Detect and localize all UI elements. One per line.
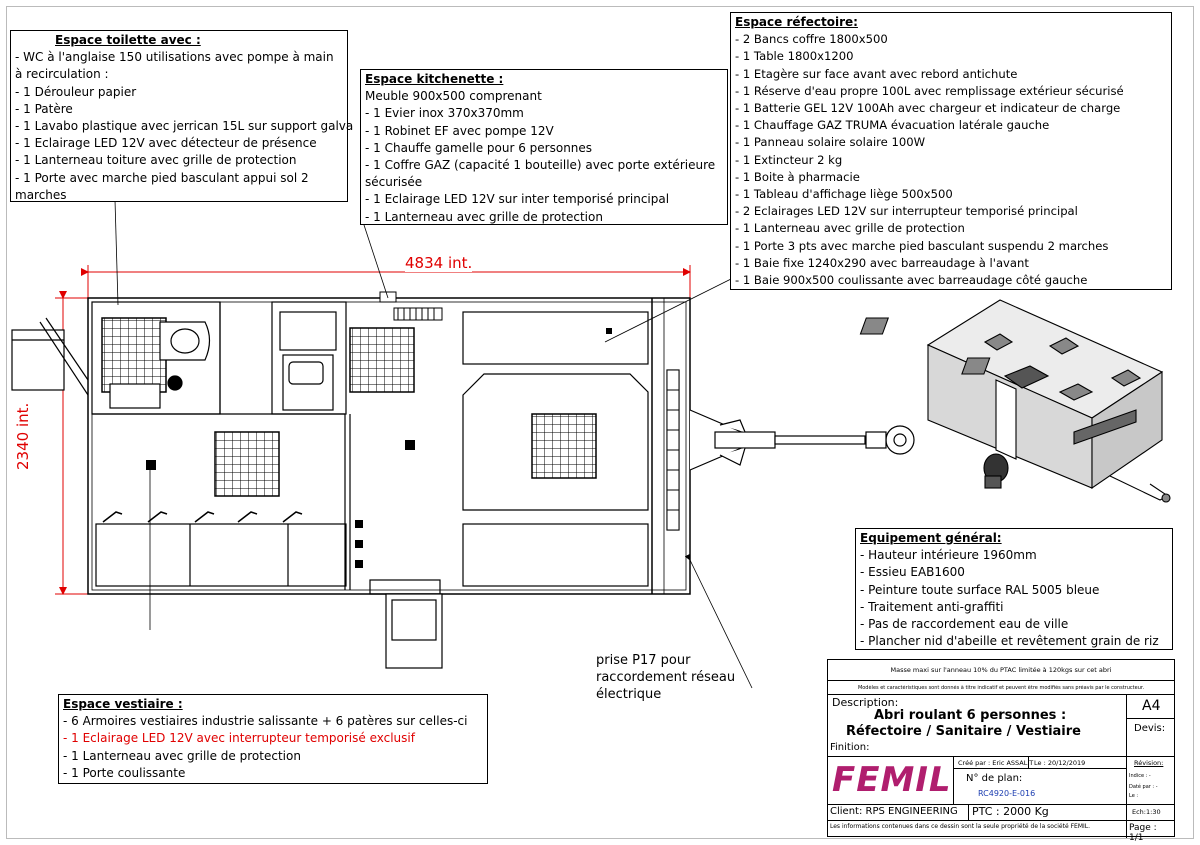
- toilet-line: - WC à l'anglaise 150 utilisations avec pompe à main à recirculation :: [15, 50, 334, 82]
- refectory-description-box: [730, 12, 1172, 290]
- equipment-line: - Essieu EAB1600: [860, 565, 965, 580]
- vestiaire-description-box: [58, 694, 488, 784]
- refectory-line: - 1 Lanterneau avec grille de protection: [735, 221, 965, 236]
- coat-hooks: [103, 512, 302, 522]
- refectory-line: - 1 Porte 3 pts avec marche pied basculant suspendu 2 marches: [735, 238, 1109, 253]
- skylight-toilet: [102, 318, 166, 392]
- client-label: Client: RPS ENGINEERING: [830, 806, 958, 817]
- plug-note-line: raccordement réseau: [596, 670, 736, 685]
- kitchen-line: - 1 Eclairage LED 12V sur inter temporisé principal: [365, 192, 670, 207]
- created-by: Créé par : Eric ASSALIT: [958, 759, 1034, 767]
- plug-note-line: électrique: [596, 687, 662, 702]
- refectory-line: - 2 Bancs coffre 1800x500: [735, 32, 888, 47]
- description-label: Description:: [832, 696, 899, 709]
- drawing-title-line1: Abri roulant 6 personnes :: [874, 708, 1067, 723]
- format-label: A4: [1142, 698, 1161, 714]
- window-kitchen: [350, 328, 414, 392]
- vestiaire-line: - 1 Lanterneau avec grille de protection: [63, 748, 301, 763]
- isometric-trailer-view: [860, 300, 1170, 502]
- vestiaire-line: - 1 Porte coulissante: [63, 765, 186, 780]
- skylight-refectory: [532, 414, 596, 478]
- toilet-line: - 1 Porte avec marche pied basculant appui sol 2 marches: [15, 170, 309, 202]
- kitchen-line: Meuble 900x500 comprenant: [365, 89, 542, 104]
- refectory-title: Espace réfectoire:: [735, 15, 858, 29]
- equipment-line: - Traitement anti-graffiti: [860, 599, 1004, 614]
- plan-label: N° de plan:: [966, 773, 1023, 784]
- left-door-step: [12, 318, 88, 395]
- drawbar: [690, 410, 914, 470]
- toilet-line: - 1 Lanterneau toiture avec grille de protection: [15, 153, 297, 168]
- refectory-line: - 2 Eclairages LED 12V sur interrupteur temporisé principal: [735, 204, 1078, 219]
- equipment-line: - Pas de raccordement eau de ville: [860, 617, 1069, 632]
- dimension-width-label: 2340 int.: [14, 402, 32, 470]
- equipment-title: Equipement général:: [860, 531, 1002, 545]
- kitchen-line: - 1 Robinet EF avec pompe 12V: [365, 123, 554, 138]
- kitchen-description-box: [360, 69, 728, 225]
- bottom-gas-box: [386, 594, 442, 668]
- front-strip: [667, 370, 679, 530]
- toilet-line: - 1 Eclairage LED 12V avec détecteur de présence: [15, 136, 317, 151]
- kitchen-line: - 1 Evier inox 370x370mm: [365, 106, 524, 121]
- mass-note: Masse maxi sur l'anneau 10% du PTAC limitée à 120kgs sur cet abri: [890, 666, 1112, 674]
- revision-dated-by: Daté par : -: [1129, 784, 1158, 790]
- vestiaire-title: Espace vestiaire :: [63, 697, 183, 711]
- devis-label: Devis:: [1134, 723, 1166, 734]
- vestiaire-line-highlight: - 1 Eclairage LED 12V avec interrupteur temporisé exclusif: [63, 731, 415, 746]
- kitchen-vent: [380, 292, 442, 320]
- title-block: [827, 659, 1175, 843]
- refectory-line: - 1 Panneau solaire solaire 100W: [735, 135, 926, 150]
- refectory-line: - 1 Extincteur 2 kg: [735, 152, 843, 167]
- femil-logo: FEMIL: [832, 760, 952, 800]
- kitchen-line: - 1 Chauffe gamelle pour 6 personnes: [365, 140, 593, 155]
- plan-number: RC4920-E-016: [978, 789, 1036, 798]
- revision-label: Révision:: [1134, 759, 1164, 767]
- refectory-line: - 1 Baie 900x500 coulissante avec barreaudage côté gauche: [735, 273, 1088, 288]
- toilet-line: - 1 Patère: [15, 101, 73, 116]
- refectory-line: - 1 Tableau d'affichage liège 500x500: [735, 187, 953, 202]
- refectory-line: - 1 Chauffage GAZ TRUMA évacuation latérale gauche: [735, 118, 1050, 133]
- plug-note: [596, 652, 735, 703]
- finition-label: Finition:: [830, 742, 870, 753]
- page-number: Page : 1/1: [1129, 823, 1157, 843]
- revision-le: Le :: [1129, 793, 1139, 799]
- footer-note: Les informations contenues dans ce dessin sont la seule propriété de la société FEMIL.: [830, 823, 1091, 830]
- refectory-line: - 1 Etagère sur face avant avec rebord antichute: [735, 66, 1018, 81]
- revision-indice: Indice : -: [1129, 773, 1151, 779]
- created-date: Le : 20/12/2019: [1034, 759, 1086, 767]
- refectory-line: - 1 Table 1800x1200: [735, 49, 854, 64]
- drawing-title-line2: Réfectoire / Sanitaire / Vestiaire: [846, 724, 1081, 739]
- equipment-line: - Plancher nid d'abeille et revêtement grain de riz: [860, 634, 1159, 649]
- toilet-line: - 1 Dérouleur papier: [15, 84, 137, 99]
- kitchen-line: - 1 Coffre GAZ (capacité 1 bouteille) avec porte extérieure sécurisée: [365, 158, 716, 190]
- scale-label: Ech:1:30: [1132, 808, 1161, 816]
- equipment-description-box: [855, 528, 1173, 650]
- equipment-line: - Peinture toute surface RAL 5005 bleue: [860, 582, 1100, 597]
- skylight-vestiaire: [215, 432, 279, 496]
- vestiaire-line: - 6 Armoires vestiaires industrie salissante + 6 patères sur celles-ci: [63, 714, 468, 729]
- refectory-line: - 1 Réserve d'eau propre 100L avec remplissage extérieur sécurisé: [735, 83, 1124, 98]
- toilet-line: - 1 Lavabo plastique avec jerrican 15L sur support galva: [15, 119, 354, 134]
- refectory-line: - 1 Baie fixe 1240x290 avec barreaudage à l'avant: [735, 255, 1029, 270]
- modif-note: Modèles et caractéristiques sont donnés à titre indicatif et peuvent être modifiés sans préavis par le constructeur.: [857, 685, 1145, 691]
- toilet-title: Espace toilette avec :: [55, 33, 201, 47]
- kitchen-title: Espace kitchenette :: [365, 72, 504, 86]
- refectory-line: - 1 Boite à pharmacie: [735, 169, 860, 184]
- refectory-line: - 1 Batterie GEL 12V 100Ah avec chargeur et indicateur de charge: [735, 101, 1121, 116]
- plug-note-line: prise P17 pour: [596, 653, 691, 668]
- equipment-line: - Hauteur intérieure 1960mm: [860, 548, 1037, 563]
- kitchen-line: - 1 Lanterneau avec grille de protection: [365, 209, 603, 224]
- toilet-description-box: [10, 30, 354, 202]
- ptc-label: PTC : 2000 Kg: [972, 805, 1049, 818]
- dimension-length-label: 4834 int.: [405, 254, 473, 272]
